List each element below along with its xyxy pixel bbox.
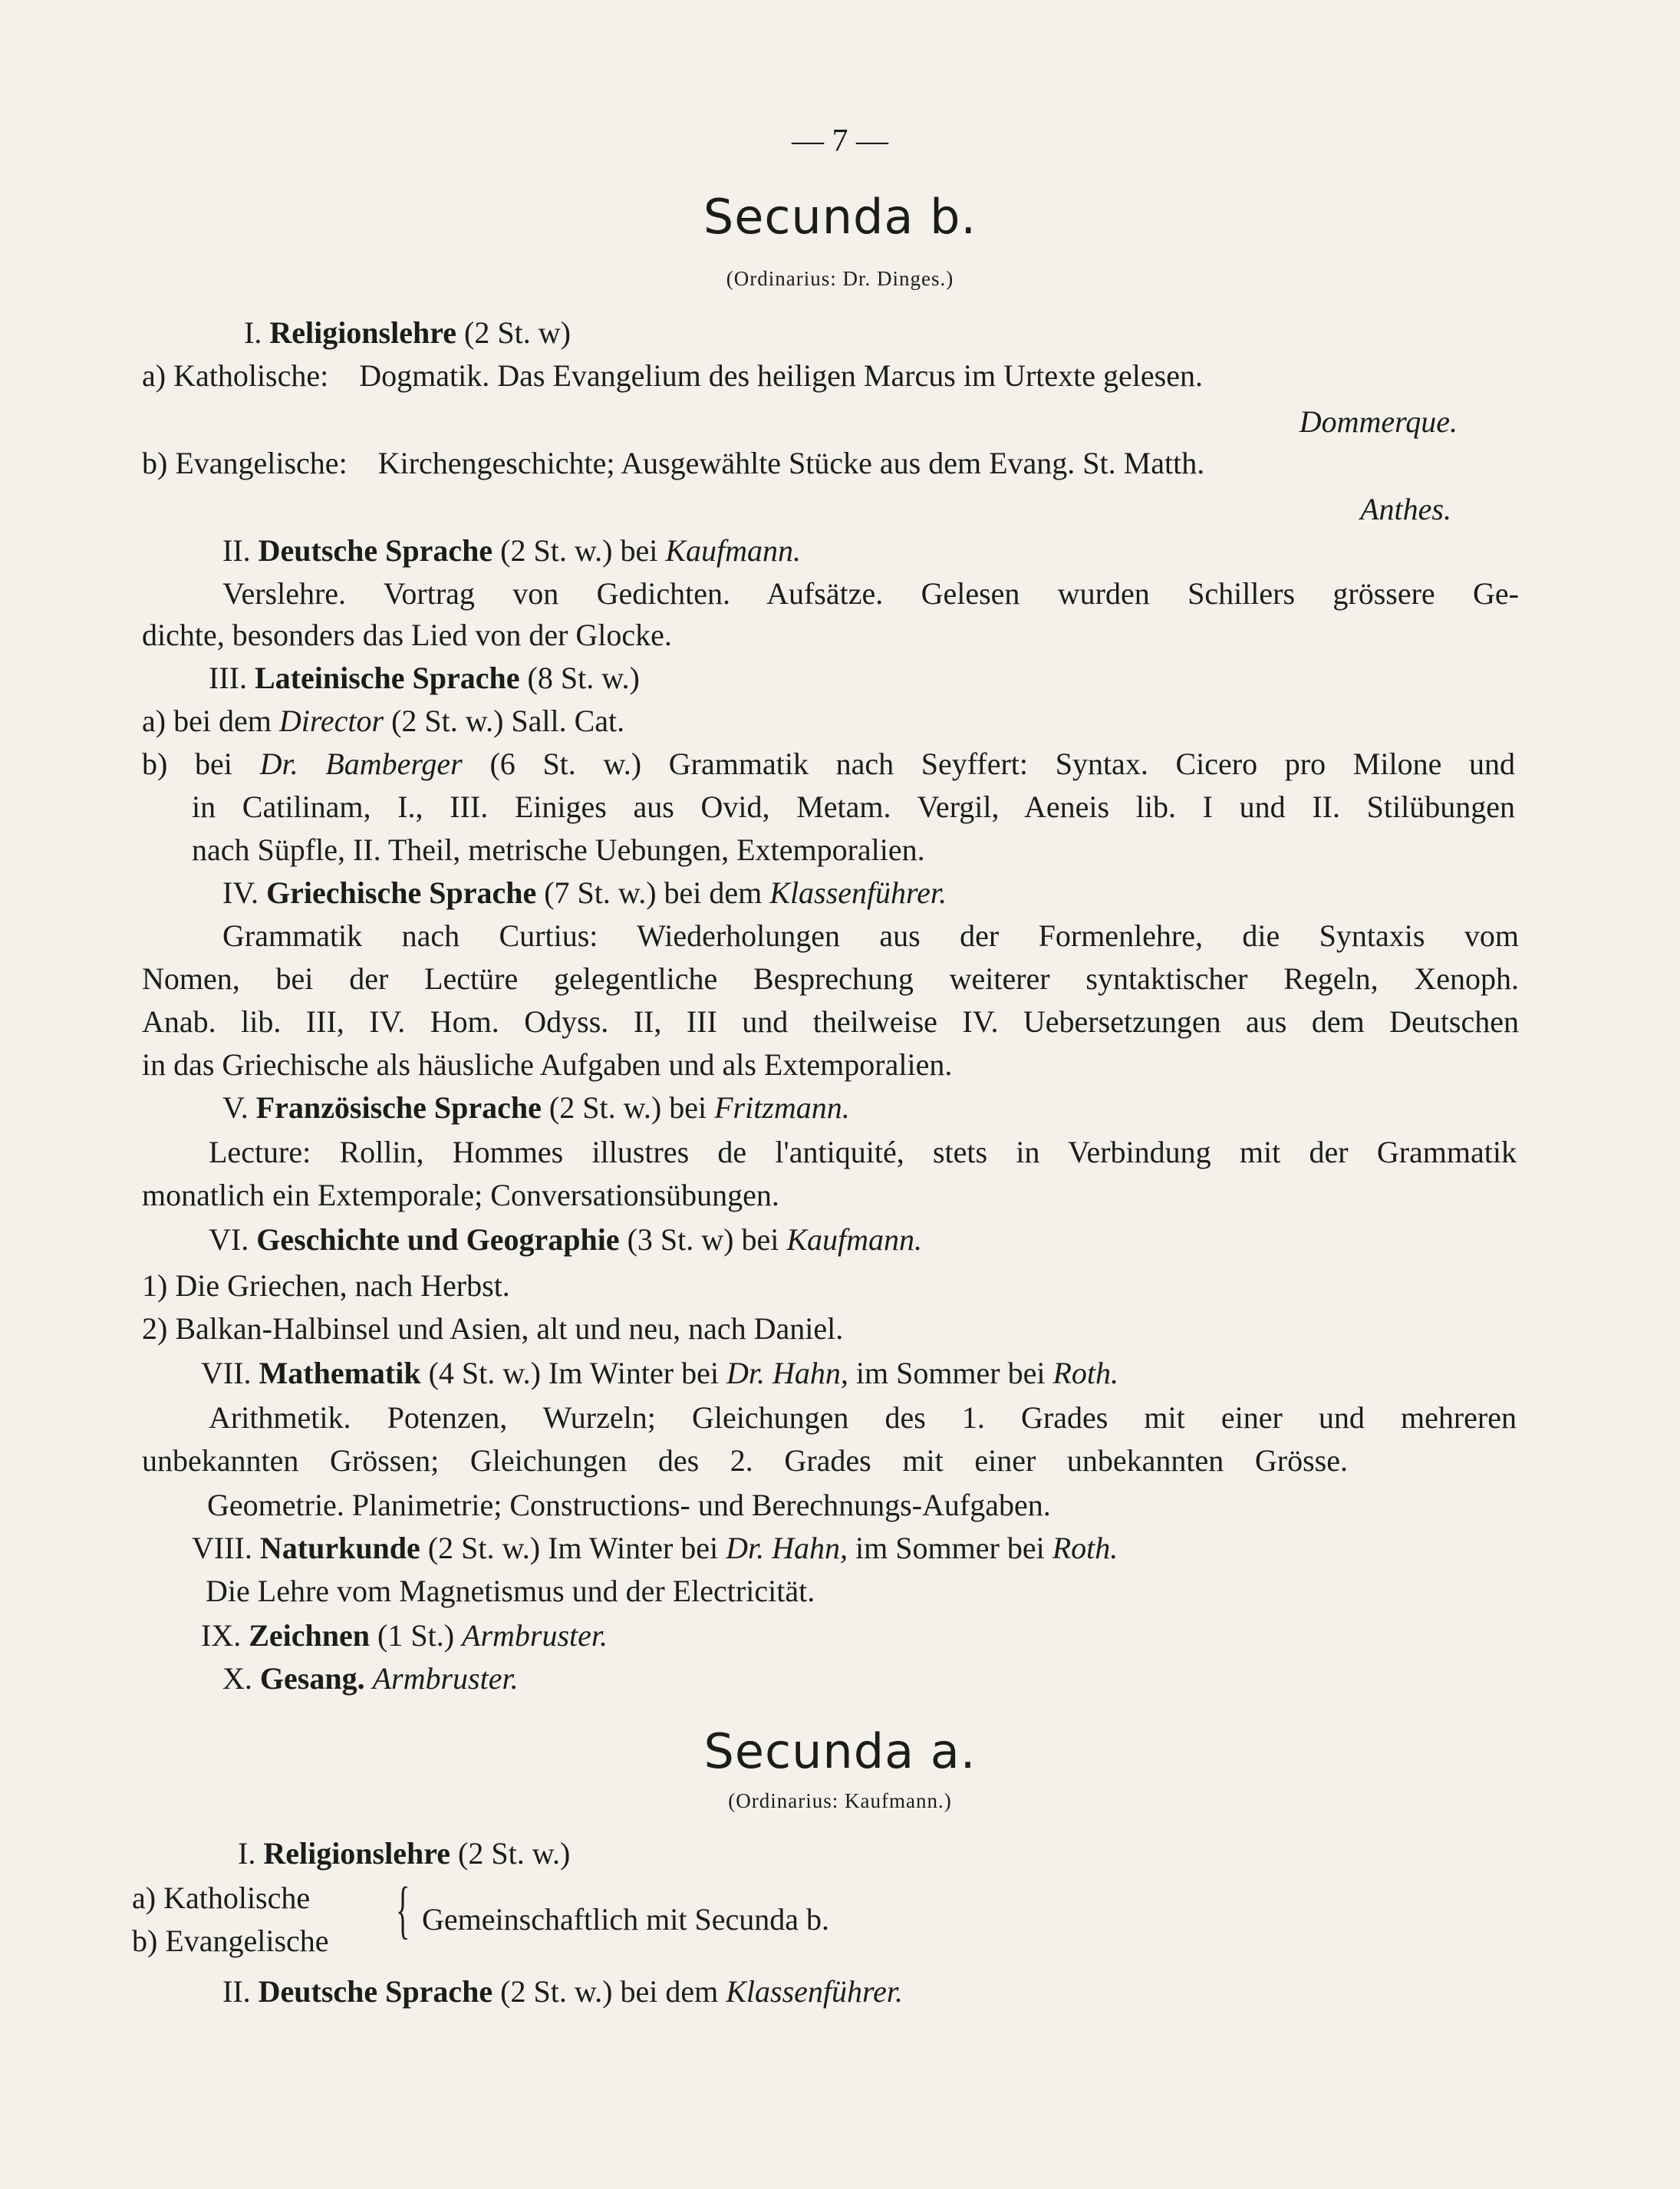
heading-naturkunde: [192, 1530, 1118, 1567]
heading-griechische-sprache: [222, 875, 947, 912]
heading-number: VIII.: [192, 1531, 252, 1565]
heading-text: Deutsche Sprache: [258, 533, 493, 568]
teacher-name: Dr. Bamberger: [259, 747, 463, 781]
latein-b-line-2: in Catilinam, I., III. Einiges aus Ovid, Metam. Vergil, Aeneis lib. I und II. Stilübungen: [192, 790, 1515, 824]
heading-number: VII.: [201, 1356, 252, 1390]
rel-a-ev-label: b) Evangelische: [132, 1924, 329, 1958]
mathematik-line-3: Geometrie. Planimetrie; Constructions- und Berechnungs-Aufgaben.: [207, 1488, 1051, 1522]
latein-a-line: [142, 703, 624, 740]
rel-a-common-text: Gemeinschaftlich mit Secunda b.: [422, 1902, 829, 1937]
heading-geschichte-geographie: [209, 1221, 922, 1258]
heading-franzoesische-sprache: [222, 1090, 850, 1126]
teacher-name: Kaufmann.: [665, 533, 802, 568]
heading-text: Lateinische Sprache: [254, 661, 520, 695]
heading-text: Zeichnen: [249, 1618, 371, 1653]
rel-katholisch-line: [142, 358, 1203, 394]
heading-hours: (8 St. w.): [527, 661, 640, 695]
griechisch-line-4: in das Griechische als häusliche Aufgaben und als Extemporalien.: [142, 1047, 953, 1082]
heading-gesang: [222, 1660, 519, 1697]
heading-number: I.: [238, 1836, 256, 1871]
heading-hours: (2 St. w.) bei: [548, 1090, 707, 1125]
deutsch-line-1: Verslehre. Vortrag von Gedichten. Aufsätze. Gelesen wurden Schillers grössere Ge-: [222, 576, 1519, 611]
latein-b-line: [142, 746, 1515, 783]
rel-kath-text: Dogmatik. Das Evangelium des heiligen Marcus im Urtexte gelesen.: [359, 358, 1203, 393]
heading-hours: (7 St. w.) bei dem: [544, 875, 763, 910]
heading-number: II.: [222, 533, 251, 568]
rel-ev-text: Kirchengeschichte; Ausgewählte Stücke aus dem Evang. St. Matth.: [377, 446, 1205, 480]
heading-lateinische-sprache: [209, 660, 640, 697]
heading-number: V.: [222, 1090, 249, 1125]
teacher-name: Fritzmann.: [714, 1090, 850, 1125]
heading-number: X.: [222, 1661, 252, 1696]
heading-text: Geschichte und Geographie: [256, 1222, 620, 1257]
latein-b-line-3: nach Süpfle, II. Theil, metrische Uebungen, Extemporalien.: [192, 832, 925, 867]
mathematik-line-2: unbekannten Grössen; Gleichungen des 2. Grades mit einer unbekannten Grösse.: [142, 1443, 1348, 1478]
rel-ev-teacher: Anthes.: [1360, 492, 1451, 526]
griechisch-line-3: Anab. lib. III, IV. Hom. Odyss. II, III und theilweise IV. Uebersetzungen aus dem Deutschen: [142, 1004, 1519, 1039]
rel-a-kath-label: a) Katholische: [132, 1881, 311, 1915]
heading-number: III.: [209, 661, 247, 695]
ordinarius-secunda-a: (Ordinarius: Kaufmann.): [728, 1789, 952, 1812]
mathematik-line-1: Arithmetik. Potenzen, Wurzeln; Gleichungen des 1. Grades mit einer und mehreren: [209, 1400, 1517, 1435]
teacher-name: Armbruster.: [462, 1618, 608, 1653]
heading-text: Französische Sprache: [255, 1090, 542, 1125]
griechisch-line-1: Grammatik nach Curtius: Wiederholungen aus der Formenlehre, die Syntaxis vom: [222, 918, 1519, 953]
rel-kath-label: a) Katholische:: [142, 358, 329, 393]
curly-brace: {: [396, 1874, 410, 1946]
page-number: — 7 —: [792, 124, 888, 159]
heading-religionslehre: [244, 315, 571, 351]
heading-text: Deutsche Sprache: [258, 1974, 493, 2009]
heading-number: II.: [222, 1974, 251, 2009]
heading-text: Griechische Sprache: [266, 875, 537, 910]
heading-hours: (1 St.): [377, 1618, 455, 1653]
latein-b-text: (6 St. w.) Grammatik nach Seyffert: Syntax. Cicero pro Milone und: [489, 747, 1516, 781]
latein-a-prefix: a) bei dem: [142, 704, 272, 738]
teacher-name: Klassenführer.: [726, 1974, 903, 2009]
heading-number: IV.: [222, 875, 259, 910]
teacher-name: Roth.: [1052, 1531, 1118, 1565]
griechisch-line-2: Nomen, bei der Lectüre gelegentliche Besprechung weiterer syntaktischer Regeln, Xenoph.: [142, 961, 1519, 996]
teacher-name: Roth.: [1052, 1356, 1119, 1390]
heading-deutsche-sprache: [222, 532, 801, 569]
heading-text: Mathematik: [259, 1356, 421, 1390]
rel-ev-label: b) Evangelische:: [142, 446, 348, 480]
deutsch-line-2: dichte, besonders das Lied von der Glocke.: [142, 618, 672, 652]
teacher-name: Dr. Hahn,: [726, 1356, 848, 1390]
heading-hours: (2 St. w.): [458, 1836, 571, 1871]
heading-hours: (2 St. w.) bei dem: [500, 1974, 719, 2009]
ordinarius-secunda-b: (Ordinarius: Dr. Dinges.): [726, 267, 954, 290]
geschichte-item-1: 1) Die Griechen, nach Herbst.: [142, 1268, 510, 1303]
rel-kath-teacher: Dommerque.: [1299, 404, 1458, 439]
heading-hours: (2 St. w.) Im Winter bei: [427, 1531, 719, 1565]
teacher-name: Dr. Hahn,: [726, 1531, 848, 1565]
geschichte-item-2: 2) Balkan-Halbinsel und Asien, alt und neu, nach Daniel.: [142, 1311, 844, 1346]
section-title-secunda-a: Secunda a.: [703, 1723, 977, 1779]
teacher-name: Director: [278, 704, 384, 738]
heading-connector: im Sommer bei: [855, 1531, 1045, 1565]
heading-hours: (2 St. w): [464, 315, 571, 350]
heading-zeichnen: [201, 1617, 608, 1654]
heading-text: Religionslehre: [269, 315, 457, 350]
heading-hours: (4 St. w.) Im Winter bei: [428, 1356, 719, 1390]
franzoesisch-line-2: monatlich ein Extemporale; Conversationsübungen.: [142, 1178, 779, 1212]
heading-hours: (3 St. w) bei: [627, 1222, 779, 1257]
franzoesisch-line-1: Lecture: Rollin, Hommes illustres de l'antiquité, stets in Verbindung mit der Grammatik: [209, 1135, 1517, 1169]
heading-text: Gesang.: [259, 1661, 365, 1696]
heading-mathematik: [201, 1355, 1118, 1392]
heading-connector: im Sommer bei: [855, 1356, 1046, 1390]
heading-number: IX.: [201, 1618, 242, 1653]
heading-number: I.: [244, 315, 262, 350]
heading-text: Religionslehre: [263, 1836, 451, 1871]
section-title-secunda-b: Secunda b.: [703, 189, 977, 245]
naturkunde-line-1: Die Lehre vom Magnetismus und der Electricität.: [206, 1574, 815, 1608]
teacher-name: Armbruster.: [372, 1661, 519, 1696]
heading-number: VI.: [209, 1222, 249, 1257]
latein-a-text: (2 St. w.) Sall. Cat.: [391, 704, 625, 738]
teacher-name: Kaufmann.: [786, 1222, 923, 1257]
heading-religionslehre-a: [238, 1835, 570, 1872]
teacher-name: Klassenführer.: [769, 875, 947, 910]
heading-deutsche-sprache-a: [222, 1973, 903, 2010]
rel-evangelisch-line: [142, 445, 1204, 482]
latein-b-prefix: b) bei: [142, 747, 232, 781]
heading-hours: (2 St. w.) bei: [500, 533, 658, 568]
heading-text: Naturkunde: [259, 1531, 420, 1565]
